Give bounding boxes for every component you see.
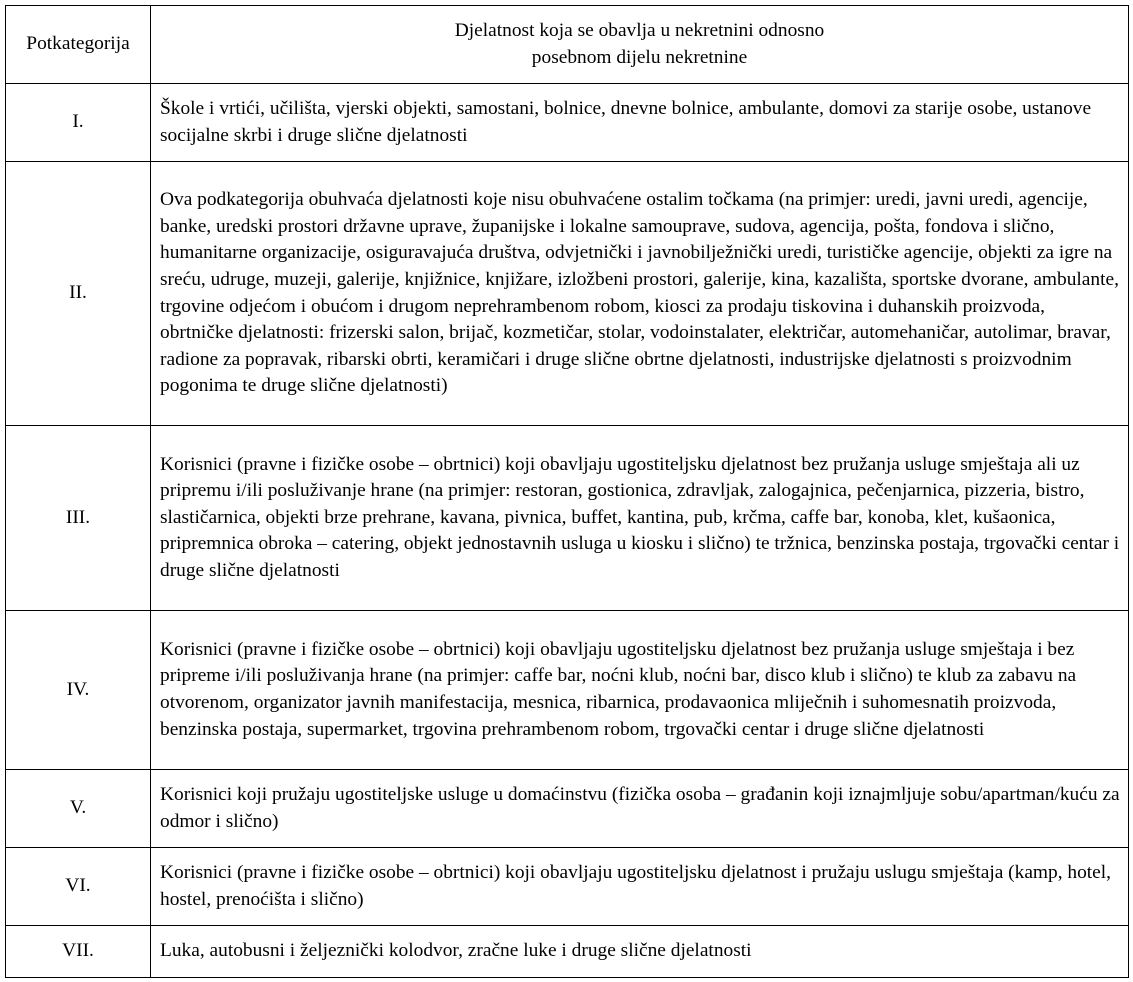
table-row (6, 84, 1129, 162)
table-row (6, 611, 1129, 770)
header-activity (151, 6, 1129, 84)
activity-description-cell: Škole i vrtići, učilišta, vjerski objekti, samostani, bolnice, dnevne bolnice, ambulante, domovi za starije osobe, ustanove socijalne skrbi i druge slične djelatnosti (151, 84, 1129, 162)
subcategory-cell: VII. (6, 926, 151, 978)
subcategory-cell: I. (6, 84, 151, 162)
activity-description-cell: Korisnici (pravne i fizičke osobe – obrtnici) koji obavljaju ugostiteljsku djelatnost bez pružanja usluge smještaja i bez pripreme i/ili posluživanja hrane (na primjer: caffe bar, noćni klub, noćni bar, disco klub i slično) te klub za zabavu na otvorenom, organizator javnih manifestacija, mesnica, ribarnica, prodavaonica mliječnih i suhomesnatih proizvoda, benzinska postaja, supermarket, trgovina prehrambenom robom, trgovački centar i druge slične djelatnosti (151, 611, 1129, 770)
table-row (6, 162, 1129, 426)
header-subcategory-text: Potkategorija (26, 33, 130, 55)
subcategory-cell: III. (6, 426, 151, 611)
table-row (6, 926, 1129, 978)
table-header-row (6, 6, 1129, 84)
header-activity-line-1: Djelatnost koja se obavlja u nekretnini odnosno (454, 19, 825, 41)
subcategory-cell: II. (6, 162, 151, 426)
activity-category-table (5, 5, 1129, 978)
header-activity-line-2: posebnom dijelu nekretnine (531, 46, 748, 68)
table-row (6, 770, 1129, 848)
table-row (6, 848, 1129, 926)
subcategory-cell: V. (6, 770, 151, 848)
activity-description-cell: Korisnici (pravne i fizičke osobe – obrtnici) koji obavljaju ugostiteljsku djelatnost bez pružanja usluge smještaja ali uz pripremu i/ili posluživanje hrane (na primjer: restoran, gostionica, zdravljak, zalogajnica, pečenjarnica, pizzeria, bistro, slastičarnica, objekti brze prehrane, kavana, pivnica, buffet, kantina, pub, krčma, caffe bar, konoba, klet, kušaonica, pripremnica obroka – catering, objekt jednostavnih usluga u kiosku i slično) te tržnica, benzinska postaja, trgovački centar i druge slične djelatnosti (151, 426, 1129, 611)
subcategory-cell: VI. (6, 848, 151, 926)
activity-description-cell: Luka, autobusni i željeznički kolodvor, zračne luke i druge slične djelatnosti (151, 926, 1129, 978)
activity-description-cell: Ova podkategorija obuhvaća djelatnosti koje nisu obuhvaćene ostalim točkama (na primjer: uredi, javni uredi, agencije, banke, uredski prostori državne uprave, županijske i lokalne samouprave, sudova, agencija, pošta, fondova i slično, humanitarne organizacije, osiguravajuća društva, odvjetnički i javnobilježnički uredi, turističke agencije, objekti za igre na sreću, udruge, muzeji, galerije, knjižnice, knjižare, izložbeni prostori, galerije, kina, kazališta, sportske dvorane, ambulante, trgovine odjećom i obućom i drugom neprehrambenom robom, kiosci za prodaju tiskovina i duhanskih proizvoda, obrtničke djelatnosti: frizerski salon, brijač, kozmetičar, stolar, vodoinstalater, električar, automehaničar, autolimar, bravar, radione za popravak, ribarski obrti, keramičari i druge slične obrtne djelatnosti, industrijske djelatnosti s proizvodnim pogonima te druge slične djelatnosti) (151, 162, 1129, 426)
activity-description-cell: Korisnici koji pružaju ugostiteljske usluge u domaćinstvu (fizička osoba – građanin koji iznajmljuje sobu/apartman/kuću za odmor i slično) (151, 770, 1129, 848)
table-row (6, 426, 1129, 611)
activity-description-cell: Korisnici (pravne i fizičke osobe – obrtnici) koji obavljaju ugostiteljsku djelatnost i pružaju uslugu smještaja (kamp, hotel, hostel, prenoćišta i slično) (151, 848, 1129, 926)
header-subcategory (6, 6, 151, 84)
subcategory-cell: IV. (6, 611, 151, 770)
